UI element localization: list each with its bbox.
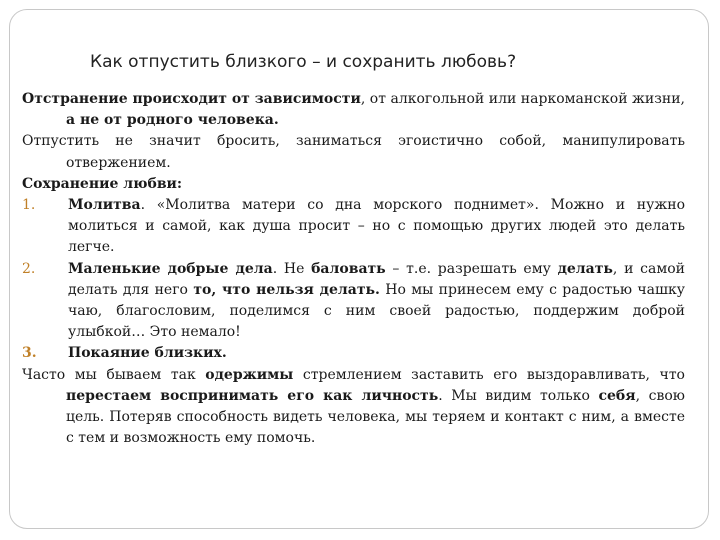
- list-number: 1.: [22, 197, 36, 214]
- text: стремлением заставить его выздоравливать, что: [293, 366, 685, 383]
- list-item: [22, 259, 685, 344]
- bold-text: одержимы: [205, 366, 294, 383]
- list-item: [22, 195, 685, 259]
- bold-text: перестаем воспринимать его как личность: [66, 387, 439, 404]
- slide-title: Как отпустить близкого – и сохранить любовь?: [90, 52, 517, 72]
- text: . Мы видим только: [438, 387, 599, 404]
- list-number: 3.: [22, 345, 37, 362]
- paragraph-detachment: [22, 89, 685, 131]
- section-heading: Сохранение любви:: [22, 175, 183, 192]
- bold-text: делать: [557, 260, 613, 277]
- text: , от алкогольной или наркоманской жизни,: [360, 91, 685, 107]
- text: Часто мы бываем так: [22, 366, 206, 383]
- bold-text: а не от родного человека.: [66, 112, 279, 129]
- list-item: [22, 343, 685, 364]
- bold-text: баловать: [311, 260, 386, 277]
- text: , и самой делать для него: [68, 260, 685, 298]
- list-item-text: [68, 343, 685, 364]
- bold-text: Покаяние близких.: [68, 345, 227, 362]
- paragraph-letting-go: [22, 131, 685, 173]
- bold-text: то, что нельзя делать.: [193, 281, 380, 298]
- text: – т.е. разрешать ему: [385, 260, 558, 277]
- slide-body: [22, 89, 685, 449]
- text: Но мы принесем ему с радостью чашку чаю, благословим, поделимся с ним своей радостью, поддержим доброй улыбкой… Это немало!: [68, 281, 685, 341]
- text: Отпустить не значит бросить, заниматься эгоистично собой, манипулировать отвержением.: [22, 133, 685, 171]
- text: , свою цель. Потеряв способность видеть человека, мы теряем и контакт с ним, а вместе с тем и возможность ему помочь.: [66, 387, 685, 447]
- text: . Не: [272, 260, 312, 277]
- list-item-text: [68, 195, 685, 259]
- list-item-text: [68, 259, 685, 344]
- bold-text: Молитва: [68, 197, 141, 214]
- list-number: 2.: [22, 260, 36, 277]
- bold-text: Отстранение происходит от зависимости: [22, 91, 361, 107]
- bold-text: себя: [598, 387, 636, 404]
- bold-text: Маленькие добрые дела: [68, 260, 273, 277]
- paragraph-obsession: [22, 365, 685, 450]
- text: . «Молитва матери со дна морского поднимет». Можно и нужно молиться и самой, как душа просит – но с помощью других людей это делать легче.: [68, 197, 685, 256]
